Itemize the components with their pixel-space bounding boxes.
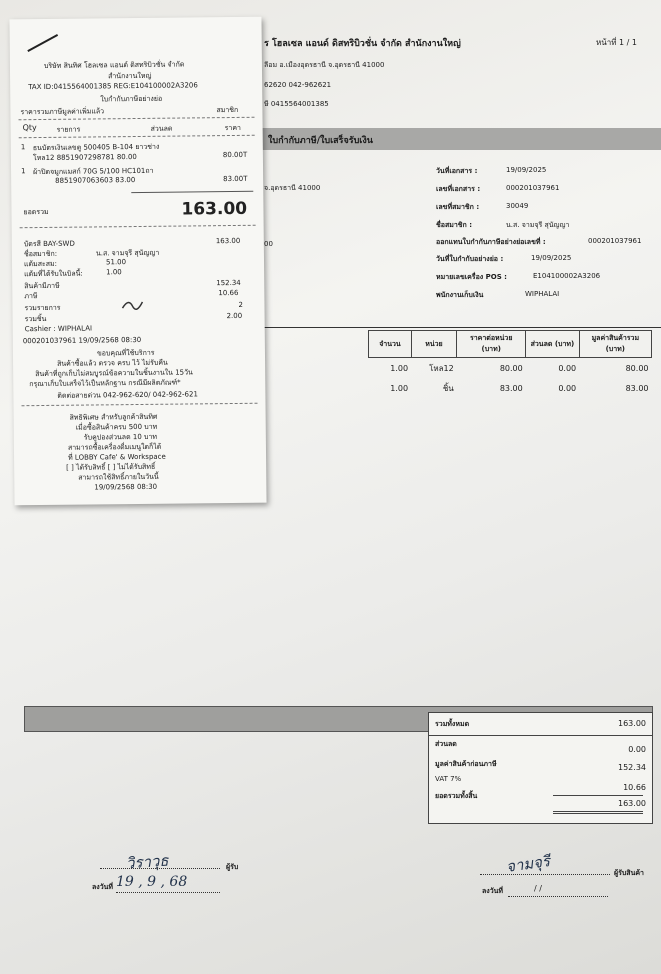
col-discount: ส่วนลด (150, 124, 173, 133)
col-item: รายการ (56, 125, 81, 134)
cell-discount: 0.00 (558, 383, 577, 393)
receipt-total-label: ยอดรวม (23, 207, 49, 217)
cell-unit: โหล12 (429, 363, 454, 373)
item-qty: 1 (21, 167, 26, 176)
net-double-rule (553, 811, 643, 814)
item-name: ผ้าปิดจมูกแมสก์ 70G 5/100 HC101ถา (33, 166, 154, 177)
promo-line: ที่ LOBBY Cafe' & Workspace (68, 452, 166, 462)
cell-qty: 1.00 (390, 363, 409, 373)
piece-count-value: 2.00 (226, 311, 243, 321)
points-used-value: 1.00 (106, 268, 122, 277)
company-tax-id: ษี 0415564001385 (264, 100, 329, 108)
member-label: ชื่อสมาชิก: (23, 249, 58, 259)
signature-line-right (480, 874, 610, 875)
item-line2: โหล12 8851907298781 80.00 (32, 153, 137, 163)
customer-address: จ.อุดรธานี 41000 (264, 184, 321, 192)
table-header: ส่วนลด (บาท) (526, 331, 579, 358)
thanks-text: ขอบคุณที่ใช้บริการ (96, 348, 155, 358)
points-value: 51.00 (105, 258, 127, 267)
customer-code: 00 (264, 240, 273, 248)
receipt-company: บริษัท สินทิศ โฮลเซล แอนด์ ดิสทริบิวชั่น จำกัด (43, 60, 185, 70)
field-label: วันที่เอกสาร : (436, 167, 478, 175)
net-label: สินค้ามีภาษี (24, 281, 60, 291)
payment-label: บัตรสี BAY-SWD (23, 239, 75, 249)
cashier: Cashier : WIPHALAI (24, 324, 93, 334)
receipt-datetime: 19/09/2568 08:30 (94, 482, 158, 492)
promo-line: สามารถใช้สิทธิ์ภายในวันนี้ (78, 472, 159, 482)
signature-right-date: / / (534, 884, 542, 893)
signature-left-date-label: ลงวันที่ (92, 883, 114, 891)
table-header: จำนวน (369, 331, 411, 358)
receipt-doc-type: ใบกำกับภาษีอย่างย่อ (100, 94, 163, 104)
col-qty: Qty (22, 123, 37, 133)
cell-qty: 1.00 (390, 383, 409, 393)
signature-left-role: ผู้รับ (226, 863, 239, 871)
promo-line: เมื่อซื้อสินค้าครบ 500 บาท (75, 422, 158, 432)
document-title: ใบกำกับภาษี/ใบเสร็จรับเงิน (268, 136, 373, 146)
field-label: เลขที่เอกสาร : (436, 185, 481, 193)
discount-label: ส่วนลด (435, 740, 457, 748)
thermal-receipt (9, 17, 266, 506)
table-header: ราคาต่อหน่วย (บาท) (457, 331, 526, 358)
receipt-divider (20, 225, 256, 228)
cell-price: 83.00 (499, 383, 523, 393)
cell-total: 80.00 (625, 363, 649, 373)
points-label: แต้มสะสม: (23, 259, 58, 269)
table-header: มูลค่าสินค้ารวม (บาท) (579, 331, 651, 358)
company-phone: 62620 042-962621 (264, 81, 332, 89)
table-top-rule (262, 327, 661, 328)
member-value: น.ส. จามจุรี สุนัญญา (95, 248, 160, 258)
field-value: WIPHALAI (525, 290, 560, 298)
field-value: 000201037961 (588, 237, 642, 245)
table-header-blank (262, 331, 369, 358)
field-label: ออกแทนใบกำกับภาษีอย่างย่อเลขที่ : (436, 238, 546, 246)
note-line: สินค้าซื้อแล้ว ตรวจ ครบ ไว้ ไม่รับคืน (57, 358, 168, 368)
company-address: ลีอม อ.เมืองอุดรธานี จ.อุดรธานี 41000 (264, 61, 385, 69)
field-value: 000201037961 (506, 184, 560, 192)
item-amount: 80.00T (222, 150, 248, 160)
promo-line: สิทธิพิเศษ สำหรับลูกค้าสินทิศ (69, 412, 158, 422)
net-total-label: ยอดรวมทั้งสิ้น (435, 792, 478, 800)
item-name: ธนบัตรเงินเลขตู 500405 B-104 ยาวช่าง (32, 142, 160, 153)
discount-value: 0.00 (628, 745, 646, 754)
vat-value: 10.66 (218, 288, 239, 298)
signature-right-date-label: ลงวันที่ (482, 887, 504, 895)
signature-right: จามจุรี (504, 852, 551, 876)
payment-value: 163.00 (215, 236, 241, 246)
date-line-right (508, 896, 608, 897)
grand-total-label: รวมทั้งหมด (435, 720, 470, 728)
pretax-value: 152.34 (618, 763, 646, 772)
vat-label: VAT 7% (435, 775, 462, 783)
field-value: E104100002A3206 (533, 272, 601, 280)
receipt-rule (131, 191, 253, 193)
totals-divider (429, 735, 652, 736)
field-label: ชื่อสมาชิก : (436, 221, 472, 229)
table-row (262, 378, 652, 398)
field-value: น.ส. จามจุรี สุนัญญา (506, 221, 570, 229)
table-header: หน่วย (411, 331, 457, 358)
totals-box (428, 712, 653, 824)
receipt-docline: 000201037961 19/09/2568 08:30 (22, 335, 142, 346)
pretax-label: มูลค่าสินค้าก่อนภาษี (435, 760, 497, 768)
promo-line: [ ] ได้รับสิทธิ์ [ ] ไม่ได้รับสิทธิ์ (66, 462, 156, 472)
hotline: ติดต่อสายด่วน 042-962-620/ 042-962-621 (57, 390, 198, 400)
vat-value: 10.66 (623, 783, 646, 792)
table-row (262, 358, 652, 379)
field-label: พนักงานเก็บเงิน (436, 291, 484, 299)
note-line: สินค้าที่ถูกเก็บไม่สมบูรณ์ข้อความในชิ้นงานใน 15วัน (35, 368, 193, 379)
net-value: 152.34 (216, 278, 241, 288)
receipt-divider (22, 403, 258, 406)
field-label: วันที่ใบกำกับอย่างย่อ : (436, 255, 504, 263)
item-amount: 83.00T (223, 174, 248, 184)
items-table (262, 330, 652, 398)
signature-right-role: ผู้รับสินค้า (614, 869, 644, 877)
cell-discount: 0.00 (558, 363, 577, 373)
promo-line: สามารถซื้อเครื่องดื่มเมนูใดก็ได้ (67, 442, 162, 452)
date-line-left (116, 892, 220, 893)
col-price: ราคา (224, 123, 241, 133)
signature-left-date: 19 , 9 , 68 (116, 874, 188, 890)
piece-count-label: รวมชิ้น (24, 314, 47, 324)
signature-left: วิราวุธ (125, 851, 170, 873)
item-count-label: รวมรายการ (24, 303, 61, 313)
item-line2: 8851907063603 83.00 (55, 176, 136, 185)
net-total-value: 163.00 (618, 799, 646, 808)
receipt-total: 163.00 (181, 198, 248, 220)
receipt-vat-note: ราคารวมภาษีมูลค่าเพิ่มแล้ว (20, 107, 105, 117)
item-qty: 1 (20, 143, 26, 152)
item-count-value: 2 (238, 300, 243, 309)
receipt-tax-line: TAX ID:0415564001385 REG:E104100002A3206 (28, 81, 198, 92)
field-value: 19/09/2025 (506, 166, 547, 174)
company-name: ร โฮลเซล แอนด์ ดิสทริบิวชั่น จำกัด สำนักงานใหญ่ (264, 39, 461, 49)
field-label: เลขที่สมาชิก : (436, 203, 480, 211)
field-value: 19/09/2025 (531, 254, 572, 262)
grand-total-value: 163.00 (618, 719, 646, 728)
promo-line: รับคูปองส่วนลด 10 บาท (83, 432, 158, 442)
page-number: หน้าที่ 1 / 1 (596, 38, 638, 47)
cell-unit: ชิ้น (442, 383, 454, 393)
cell-total: 83.00 (625, 383, 649, 393)
field-label: หมายเลขเครื่อง POS : (436, 273, 507, 281)
vat-label: ภาษี (24, 292, 38, 301)
receipt-vat-note-right: สมาชิก (216, 105, 239, 115)
field-value: 30049 (506, 202, 529, 210)
pen-scribble-icon (120, 296, 146, 314)
points-used-label: แต้มที่ได้รับในบิลนี้: (24, 269, 83, 279)
pen-mark-icon (24, 29, 64, 55)
net-rule (553, 795, 643, 796)
note-line: กรุณาเก็บใบเสร็จไว้เป็นหลักฐาน กรณีมีผลิตภัณฑ์* (29, 378, 181, 389)
cell-price: 80.00 (499, 363, 523, 373)
receipt-branch: สำนักงานใหญ่ (108, 71, 152, 81)
signature-line-left (100, 868, 220, 869)
receipt-divider (19, 135, 255, 138)
